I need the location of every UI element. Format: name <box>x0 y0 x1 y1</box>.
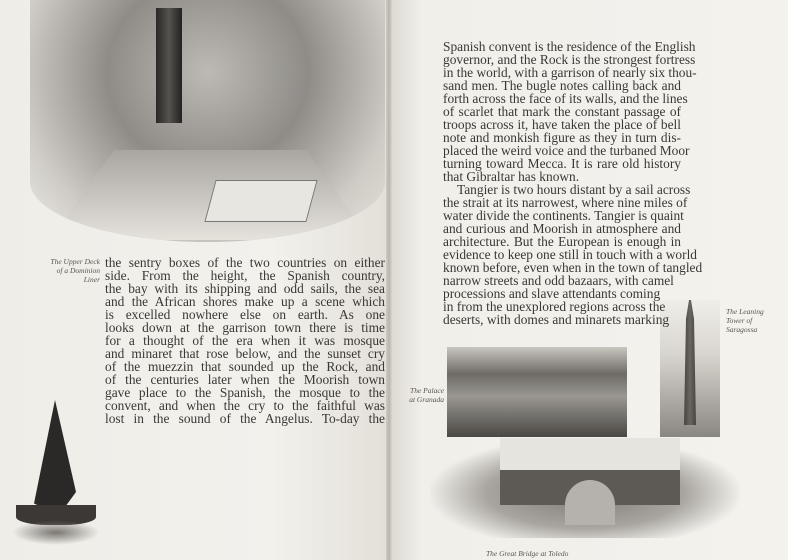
text-line: and minaret that rose below, and the sunset cry <box>105 346 385 361</box>
ship-deck <box>50 150 370 240</box>
text-line: forth across the face of its walls, and the lines <box>443 91 688 106</box>
toledo-bridge-photo <box>430 438 740 538</box>
text-line: note and monkish figure as they in turn dis- <box>443 130 681 145</box>
caption-line: at Granada <box>409 395 444 404</box>
caption-line: The Palace <box>410 386 444 395</box>
text-line: of the centuries later when the Moorish town <box>105 372 385 387</box>
tower-spire <box>680 300 700 425</box>
text-line: for a thought of the era when it was mosque <box>105 333 385 348</box>
text-line: lost in the sound of the Angelus. To-day the <box>105 411 385 426</box>
text-line: the strait at its narrowest, where nine miles of <box>443 195 688 210</box>
caption-bridge: The Great Bridge at Toledo <box>486 549 569 558</box>
bridge-arch <box>565 480 615 525</box>
text-line: gave place to the Spanish, the mosque to the <box>105 385 385 400</box>
text-line: architecture. But the European is enough in <box>443 234 681 249</box>
text-line: side. From the height, the Spanish country, <box>105 268 385 283</box>
text-line: in the world, with a garrison of nearly six thou- <box>443 65 697 80</box>
caption-line: Saragossa <box>726 325 758 334</box>
text-line: looks down at the garrison town there is time <box>105 320 385 335</box>
deck-hatch <box>204 180 317 222</box>
text-line: Spanish convent is the residence of the English <box>443 39 696 54</box>
left-page <box>0 0 390 560</box>
text-line: processions and slave attendants coming <box>443 286 661 301</box>
text-line: narrow streets and odd bazaars, with camel <box>443 273 674 288</box>
text-line: placed the weird voice and the turbaned Moor <box>443 143 690 158</box>
water <box>12 520 100 545</box>
text-line: in from the unexplored regions across the <box>443 299 666 314</box>
text-line: governor, and the Rock is the strongest fortress <box>443 52 696 67</box>
caption-line: Liner <box>83 275 100 284</box>
text-line: turning toward Mecca. It is rare old history <box>443 156 681 171</box>
right-text-column <box>443 39 703 327</box>
text-line: and curious and Moorish in atmosphere and <box>443 221 681 236</box>
palace-granada-photo <box>447 347 627 437</box>
text-line: sand men. The bugle notes calling back and <box>443 78 681 93</box>
text-line: evidence to keep one still in touch with a world <box>443 247 697 262</box>
boat-sail <box>34 400 76 515</box>
text-line: and the African shores make up a scene which <box>105 294 385 309</box>
caption-line: Tower of <box>726 316 753 325</box>
text-line: is excelled nowhere else on earth. As one <box>105 307 385 322</box>
text-line: that Gibraltar has known. <box>443 169 580 184</box>
ship-funnel <box>156 8 182 123</box>
ship-deck-photo <box>30 0 385 242</box>
caption-tower <box>726 307 786 334</box>
caption-line: The Upper Deck <box>50 257 100 266</box>
caption-line: of a Dominion <box>56 266 100 275</box>
bridge-sky <box>500 438 680 470</box>
text-line: convent, and when the cry to the faithful was <box>105 398 385 413</box>
text-line: the sentry boxes of the two countries on either <box>105 255 385 270</box>
text-line: of the muezzin that sounded up the Rock, and <box>105 359 385 374</box>
text-line: deserts, with domes and minarets marking <box>443 312 670 327</box>
book-gutter <box>386 0 392 560</box>
sailboat-illustration <box>12 380 100 545</box>
text-line: troops across it, have taken the place of bell <box>443 117 681 132</box>
text-line: of scarlet that mark the constant passage of <box>443 104 681 119</box>
text-line: water divide the continents. Tangier is quaint <box>443 208 684 223</box>
left-text-column <box>105 256 385 425</box>
caption-line: The Leaning <box>726 307 764 316</box>
text-line: Tangier is two hours distant by a sail across <box>457 182 691 197</box>
caption-palace <box>396 386 444 404</box>
text-line: known before, even when in the town of tangled <box>443 260 703 275</box>
text-line: the bay with its shipping and odd sails, the sea <box>105 281 385 296</box>
caption-ship <box>28 257 100 284</box>
